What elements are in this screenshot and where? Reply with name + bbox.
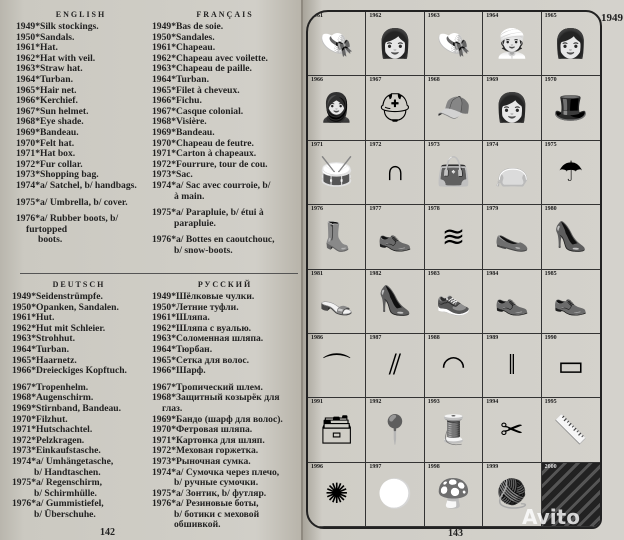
column-header: DEUTSCH xyxy=(52,280,106,289)
illustration-cell xyxy=(425,270,483,334)
item-number: 1965 xyxy=(544,13,557,19)
item-illustration-icon: 👒 xyxy=(436,28,471,60)
item-number: 1993 xyxy=(427,399,440,406)
item-number: 1982 xyxy=(369,270,382,277)
dictionary-entry: 1974*a/ Umhängetasche, xyxy=(12,455,114,467)
dictionary-entry: 1961*Hut. xyxy=(12,312,55,324)
dictionary-entry: 1968*Защитный козырёк для глаз. xyxy=(152,392,280,414)
dictionary-entry: 1950*Opanken, Sandalen. xyxy=(12,301,119,313)
dictionary-entry: 1968*Eye shade. xyxy=(16,116,84,128)
item-illustration-icon: 👞 xyxy=(377,221,413,253)
dictionary-entry: 1967*Tropenhelm. xyxy=(12,381,89,393)
item-illustration-icon: 🧵 xyxy=(436,414,471,446)
illustration-grid xyxy=(306,10,602,529)
item-illustration-icon: ⛑ xyxy=(377,93,413,125)
page-number: 142 xyxy=(100,527,115,538)
item-number: 1967 xyxy=(369,77,382,84)
item-illustration-icon: ✂ xyxy=(500,414,524,446)
dictionary-entry: 1971*Carton à chapeaux. xyxy=(152,148,257,160)
item-illustration-icon: 👞 xyxy=(553,286,589,318)
illustration-cell xyxy=(308,205,366,269)
illustration-cell xyxy=(425,141,483,205)
item-illustration-icon: ⫽ xyxy=(388,349,402,381)
illustration-cell xyxy=(425,398,483,462)
illustration-cell xyxy=(483,398,541,462)
item-illustration-icon: 👩 xyxy=(494,93,530,125)
item-illustration-icon: 🧶 xyxy=(494,479,530,511)
dictionary-entry: 1976*a/ Резиновые боты, xyxy=(152,498,259,510)
dictionary-entry: b/ Schirmhülle. xyxy=(34,487,97,499)
dictionary-entry: 1949*Шёлковые чулки. xyxy=(152,291,255,302)
french-column xyxy=(152,10,298,256)
dictionary-entry: 1975*a/ Umbrella, b/ cover. xyxy=(16,196,128,208)
item-number: 1977 xyxy=(369,206,382,213)
dictionary-entry: 1964*Тюрбан. xyxy=(152,343,213,355)
item-number: 2000 xyxy=(544,463,557,470)
item-number: 1980 xyxy=(544,206,557,213)
dictionary-entry: 1969*Stirnband, Bandeau. xyxy=(12,402,122,414)
german-column xyxy=(12,280,146,520)
illustration-cell xyxy=(483,205,541,269)
illustration-cell xyxy=(308,270,366,334)
item-illustration-icon: 👳 xyxy=(494,28,530,60)
dictionary-entry: b/ snow-boots. xyxy=(174,244,233,256)
dictionary-entry: parapluie. xyxy=(174,217,216,229)
english-column xyxy=(16,10,146,246)
item-illustration-icon: 🎩 xyxy=(553,93,589,125)
dictionary-entry: 1969*Bandeau. xyxy=(16,126,79,138)
dictionary-entry: 1966*Kerchief. xyxy=(16,95,78,107)
item-number: 1969 xyxy=(486,77,499,84)
dictionary-entry: 1961*Шляпа. xyxy=(152,312,210,324)
dictionary-entry: 1963*Strohhut. xyxy=(12,333,75,345)
item-number: 1996 xyxy=(311,463,323,470)
item-number: 1990 xyxy=(544,334,557,341)
illustration-cell xyxy=(308,141,366,205)
item-number: 1998 xyxy=(427,463,440,470)
dictionary-entry: 1963*Соломенная шляпа. xyxy=(152,333,264,345)
dictionary-entry: 1973*Shopping bag. xyxy=(16,169,99,181)
dictionary-entry: 1967*Тропический шлем. xyxy=(152,381,263,393)
item-illustration-icon: 👠 xyxy=(553,221,589,253)
item-number: 1975 xyxy=(544,141,557,148)
dictionary-entry: 1972*Меховая горжетка. xyxy=(152,445,259,457)
dictionary-entry: 1963*Straw hat. xyxy=(16,63,83,75)
illustration-cell xyxy=(308,334,366,398)
section-divider xyxy=(20,273,298,274)
item-illustration-icon: ⚪ xyxy=(377,479,413,511)
dictionary-entry: 1963*Chapeau de paille. xyxy=(152,63,252,75)
item-illustration-icon: ☂ xyxy=(558,157,584,189)
dictionary-entry: 1970*Felt hat. xyxy=(16,137,75,149)
dictionary-entry: 1962*Hat with veil. xyxy=(16,52,96,64)
dictionary-entry: 1976*a/ Bottes en caoutchouc, xyxy=(152,234,275,246)
dictionary-entry: 1969*Bandeau. xyxy=(152,126,215,138)
dictionary-entry: b/ ботики с меховой xyxy=(174,508,260,520)
illustration-cell xyxy=(425,334,483,398)
column-header: РУССКИЙ xyxy=(197,280,253,289)
dictionary-entry: 1973*Рыночная сумка. xyxy=(152,455,251,467)
item-illustration-icon: ‖ xyxy=(507,349,516,381)
dictionary-entry: 1965*Сетка для волос. xyxy=(152,354,250,366)
item-illustration-icon: 🍄 xyxy=(436,479,471,511)
item-illustration-icon: 📍 xyxy=(377,414,413,446)
illustration-cell xyxy=(483,12,541,76)
illustration-cell xyxy=(308,463,366,527)
dictionary-entry: 1968*Visière. xyxy=(152,116,207,128)
illustration-cell xyxy=(542,205,600,269)
dictionary-entry: 1966*Dreieckiges Kopftuch. xyxy=(12,365,127,377)
item-number: 1974 xyxy=(486,141,499,148)
item-number: 1983 xyxy=(427,270,440,277)
illustration-cell xyxy=(483,76,541,140)
item-number: 1962 xyxy=(369,13,382,19)
item-illustration-icon: 🗃 xyxy=(318,414,355,446)
dictionary-entry: 1964*Turban. xyxy=(152,73,209,85)
illustration-cell xyxy=(542,76,600,140)
dictionary-entry: 1964*Turban. xyxy=(12,343,69,355)
dictionary-entry: 1974*a/ Satchel, b/ handbags. xyxy=(16,179,137,191)
illustration-cell xyxy=(483,270,541,334)
illustration-cell xyxy=(542,141,600,205)
item-number: 1976 xyxy=(311,206,323,213)
dictionary-entry: 1965*Filet à cheveux. xyxy=(152,84,240,96)
item-illustration-icon: 👜 xyxy=(436,157,471,189)
item-illustration-icon: 📏 xyxy=(553,414,589,446)
dictionary-entry: 1967*Casque colonial. xyxy=(152,105,244,117)
item-illustration-icon: 👠 xyxy=(377,286,413,318)
dictionary-entry: 1966*Fichu. xyxy=(152,95,202,107)
dictionary-entry: 1971*Hat box. xyxy=(16,148,76,160)
item-number: 1971 xyxy=(311,141,323,148)
dictionary-entry: 1970*Фетровая шляпа. xyxy=(152,424,253,436)
item-number: 1966 xyxy=(311,77,323,84)
illustration-cell xyxy=(542,270,600,334)
illustration-cell xyxy=(483,334,541,398)
dictionary-entry: 1966*Шарф. xyxy=(152,365,206,377)
dictionary-entry: 1975*a/ Regenschirm, xyxy=(12,477,103,489)
illustration-cell xyxy=(366,76,424,140)
column-header: ENGLISH xyxy=(55,10,107,19)
dictionary-entry: 1949*Silk stockings. xyxy=(16,21,99,32)
item-illustration-icon: 🥿 xyxy=(494,221,530,253)
page-number: 143 xyxy=(448,528,463,539)
illustration-cell xyxy=(366,141,424,205)
dictionary-entry: 1961*Hat. xyxy=(16,42,58,54)
illustration-cell xyxy=(483,141,541,205)
dictionary-entry: 1975*a/ Зонтик, b/ футляр. xyxy=(152,487,267,499)
dictionary-entry: 1973*Sac. xyxy=(152,169,193,181)
item-illustration-icon: 👢 xyxy=(319,221,355,253)
dictionary-entry: 1950*Летние туфли. xyxy=(152,301,239,313)
left-page xyxy=(0,0,301,540)
item-illustration-icon: 🧕 xyxy=(319,93,355,125)
illustration-cell xyxy=(425,12,483,76)
item-number: 1973 xyxy=(427,141,440,148)
illustration-cell xyxy=(425,205,483,269)
dictionary-entry: 1972*Pelzkragen. xyxy=(12,434,85,446)
item-number: 1970 xyxy=(544,77,557,84)
dictionary-entry: 1967*Sun helmet. xyxy=(16,105,89,117)
dictionary-entry: 1976*a/ Rubber boots, b/ furtopped xyxy=(16,213,119,235)
item-number: 1992 xyxy=(369,399,382,406)
dictionary-entry: обшивкой. xyxy=(174,519,221,531)
dictionary-entry: 1971*Картонка для шляп. xyxy=(152,434,265,446)
illustration-cell xyxy=(366,12,424,76)
item-number: 1991 xyxy=(311,399,323,406)
illustration-cell xyxy=(542,398,600,462)
dictionary-entry: 1974*a/ Sac avec courroie, b/ xyxy=(152,179,271,191)
item-illustration-icon: 👩 xyxy=(377,28,413,60)
item-number: 1988 xyxy=(427,334,440,341)
illustration-cell xyxy=(366,463,424,527)
item-illustration-icon: 🥁 xyxy=(319,157,355,189)
dictionary-entry: 1965*Hair net. xyxy=(16,84,77,96)
illustration-cell xyxy=(308,76,366,140)
item-number: 1986 xyxy=(311,334,323,341)
dictionary-entry: 1975*a/ Parapluie, b/ étui à xyxy=(152,207,264,219)
illustration-cell xyxy=(425,76,483,140)
dictionary-entry: 1972*Fourrure, tour de cou. xyxy=(152,158,268,170)
dictionary-entry: 1972*Fur collar. xyxy=(16,158,83,170)
dictionary-entry: 1969*Бандо (шарф для волос). xyxy=(152,413,283,425)
dictionary-entry: 1961*Chapeau. xyxy=(152,42,216,54)
illustration-cell xyxy=(366,270,424,334)
item-number: 1994 xyxy=(486,399,499,406)
item-illustration-icon: 👡 xyxy=(319,286,355,318)
dictionary-entry: b/ Handtaschen. xyxy=(34,466,101,478)
illustration-cell xyxy=(366,205,424,269)
column-header: FRANÇAIS xyxy=(196,10,254,19)
item-number: 1968 xyxy=(427,77,440,84)
dictionary-entry: 1962*Chapeau avec voilette. xyxy=(152,52,268,64)
item-illustration-icon: 👒 xyxy=(319,28,355,60)
item-illustration-icon: ▭ xyxy=(557,350,585,382)
item-number: 1972 xyxy=(369,141,382,148)
item-illustration-icon: ⌒ xyxy=(322,352,351,384)
item-illustration-icon: ∩ xyxy=(384,156,406,188)
dictionary-entry: à main. xyxy=(174,190,205,202)
illustration-cell xyxy=(542,12,600,76)
dictionary-entry: 1970*Chapeau de feutre. xyxy=(152,137,254,149)
item-number: 1964 xyxy=(486,13,499,19)
dictionary-entry: 1968*Augenschirm. xyxy=(12,392,94,404)
item-number: 1987 xyxy=(369,334,382,341)
item-illustration-icon: 👟 xyxy=(436,286,471,318)
item-illustration-icon: 👞 xyxy=(494,286,530,318)
dictionary-entry: 1973*Einkaufstasche. xyxy=(12,445,101,457)
year-header: 1949 xyxy=(601,12,623,24)
item-illustration-icon: ◠ xyxy=(441,350,466,382)
dictionary-entry: 1971*Hutschachtel. xyxy=(12,424,93,436)
dictionary-entry: 1949*Seidenstrümpfe. xyxy=(12,291,103,302)
item-illustration-icon: 👝 xyxy=(494,157,530,189)
item-illustration-icon: ✺ xyxy=(324,479,349,511)
illustration-cell xyxy=(366,334,424,398)
item-number: 1963 xyxy=(427,13,440,19)
illustration-cell xyxy=(542,334,600,398)
item-number: 1984 xyxy=(486,270,499,277)
item-number: 1997 xyxy=(369,463,382,470)
item-number: 1978 xyxy=(427,206,440,213)
item-number: 1999 xyxy=(486,463,499,470)
dictionary-entry: 1962*Шляпа с вуалью. xyxy=(152,322,252,334)
dictionary-entry: 1965*Haarnetz. xyxy=(12,354,77,366)
illustration-cell xyxy=(425,463,483,527)
illustration-cell xyxy=(366,398,424,462)
dictionary-entry: 1962*Hut mit Schleier. xyxy=(12,322,106,334)
item-number: 1985 xyxy=(544,270,557,277)
dictionary-entry: 1949*Bas de soie. xyxy=(152,21,224,32)
dictionary-entry: 1970*Filzhut. xyxy=(12,413,68,425)
avito-watermark: Avito xyxy=(522,505,580,529)
item-number: 1995 xyxy=(544,399,557,406)
dictionary-entry: 1950*Sandales. xyxy=(152,31,215,43)
illustration-cell xyxy=(308,12,366,76)
dictionary-entry: boots. xyxy=(38,234,63,246)
item-number: 1981 xyxy=(311,270,323,277)
dictionary-entry: b/ ручные сумочки. xyxy=(174,477,259,489)
item-illustration-icon: 🧢 xyxy=(436,93,471,125)
item-number: 1979 xyxy=(486,206,499,213)
dictionary-entry: 1974*a/ Сумочка через плечо, xyxy=(152,466,280,478)
russian-column xyxy=(152,280,298,531)
dictionary-entry: 1964*Turban. xyxy=(16,73,73,85)
dictionary-entry: 1950*Sandals. xyxy=(16,31,75,43)
dictionary-entry: b/ Überschuhe. xyxy=(34,508,96,520)
item-number: 1961 xyxy=(311,13,323,19)
dictionary-entry: 1976*a/ Gummistiefel, xyxy=(12,498,104,510)
item-number: 1989 xyxy=(486,334,499,341)
illustration-cell xyxy=(308,398,366,462)
item-illustration-icon: 👩 xyxy=(553,28,589,60)
item-illustration-icon: ≋ xyxy=(441,221,466,253)
